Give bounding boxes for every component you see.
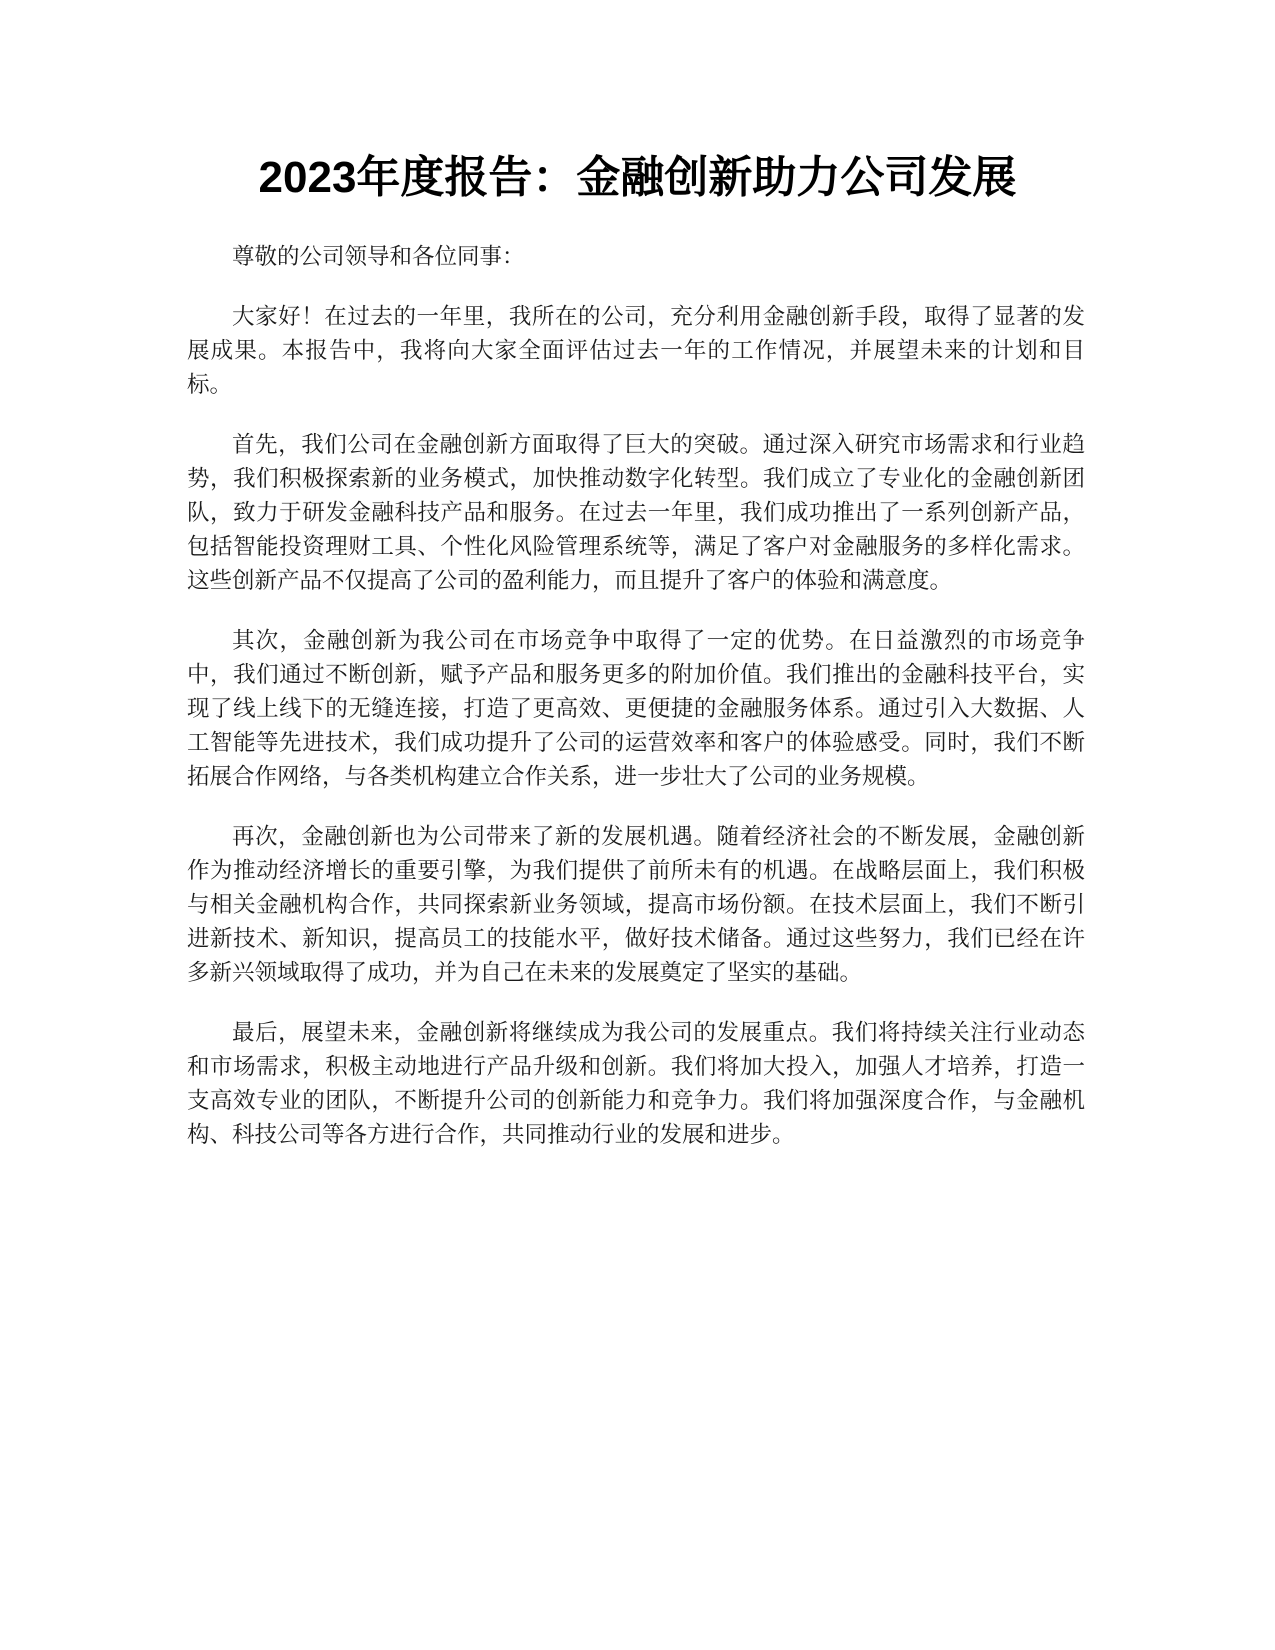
salutation: 尊敬的公司领导和各位同事：	[232, 244, 525, 270]
paragraph-second: 其次，金融创新为我公司在市场竞争中取得了一定的优势。在日益激烈的市场竞争中，我们通过不断创新，赋予产品和服务更多的附加价值。我们推出的金融科技平台，实现了线上线下的无缝连接，打造了更高效、更便捷的金融服务体系。通过引入大数据、人工智能等先进技术，我们成功提升了公司的运营效率和客户的体验感受。同时，我们不断拓展合作网络，与各类机构建立合作关系，进一步壮大了公司的业务规模。	[187, 628, 1085, 790]
document-body	[187, 240, 1085, 1178]
paragraph-third: 再次，金融创新也为公司带来了新的发展机遇。随着经济社会的不断发展，金融创新作为推动经济增长的重要引擎，为我们提供了前所未有的机遇。在战略层面上，我们积极与相关金融机构合作，共同探索新业务领域，提高市场份额。在技术层面上，我们不断引进新技术、新知识，提高员工的技能水平，做好技术储备。通过这些努力，我们已经在许多新兴领域取得了成功，并为自己在未来的发展奠定了坚实的基础。	[187, 824, 1085, 986]
document-title: 2023年度报告：金融创新助力公司发展	[258, 153, 1017, 202]
paragraph-intro: 大家好！在过去的一年里，我所在的公司，充分利用金融创新手段，取得了显著的发展成果。本报告中，我将向大家全面评估过去一年的工作情况，并展望未来的计划和目标。	[187, 304, 1085, 398]
paragraph-first: 首先，我们公司在金融创新方面取得了巨大的突破。通过深入研究市场需求和行业趋势，我们积极探索新的业务模式，加快推动数字化转型。我们成立了专业化的金融创新团队，致力于研发金融科技产品和服务。在过去一年里，我们成功推出了一系列创新产品，包括智能投资理财工具、个性化风险管理系统等，满足了客户对金融服务的多样化需求。这些创新产品不仅提高了公司的盈利能力，而且提升了客户的体验和满意度。	[187, 432, 1085, 594]
paragraph-last: 最后，展望未来，金融创新将继续成为我公司的发展重点。我们将持续关注行业动态和市场需求，积极主动地进行产品升级和创新。我们将加大投入，加强人才培养，打造一支高效专业的团队，不断提升公司的创新能力和竞争力。我们将加强深度合作，与金融机构、科技公司等各方进行合作，共同推动行业的发展和进步。	[187, 1020, 1085, 1148]
